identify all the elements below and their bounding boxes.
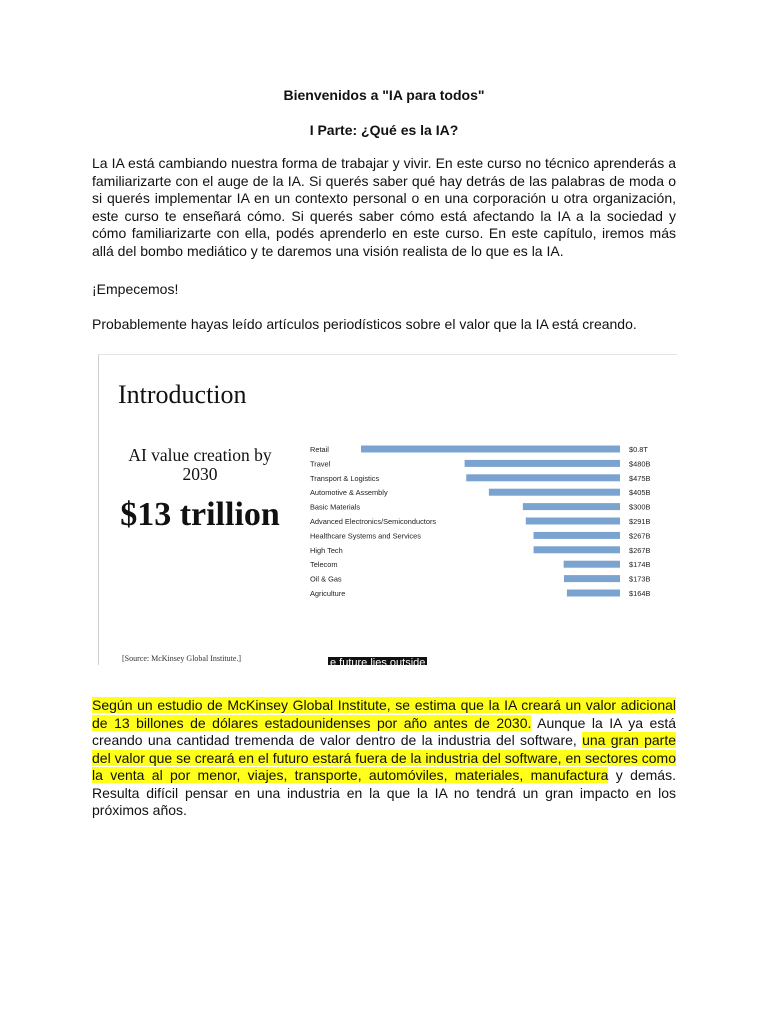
chart-value-label: $291B: [629, 517, 651, 526]
chart-bar: [567, 590, 620, 597]
chart-category-label: Advanced Electronics/Semiconductors: [310, 517, 437, 526]
highlight-mckinsey-estimate: Según un estudio de McKinsey Global Institute, se estima que la IA creará un valor adicional de 13 billones de dólares estadounidenses por año antes de 2030.: [92, 697, 676, 731]
chart-value-label: $267B: [629, 531, 651, 541]
chart-category-label: Basic Materials: [310, 502, 361, 512]
chart-value-label: $405B: [629, 488, 651, 498]
chart-value-label: $267B: [629, 545, 651, 555]
chart-bar: [534, 532, 620, 539]
slide-bottom-strip: e future lies outside: [330, 657, 426, 665]
page-title: Bienvenidos a "IA para todos": [283, 87, 485, 103]
paragraph-text: Aunque la IA ya está creando una cantidad tremenda de valor dentro de la industria del software,: [92, 714, 676, 748]
chart-value-label: $164B: [629, 589, 651, 598]
slide-heading: Introduction: [118, 380, 247, 409]
chart-bar: [361, 446, 620, 453]
chart-category-label: Retail: [310, 445, 329, 454]
chart-value-label: $480B: [629, 459, 651, 469]
chart-value-label: $300B: [629, 502, 651, 512]
chart-value-label: $475B: [629, 473, 651, 483]
intro-paragraph: La IA está cambiando nuestra forma de trabajar y vivir. En este curso no técnico aprenderás a familiarizarte con el auge de la IA. Si querés saber qué hay detrás de las palabras de moda o si querés implementar IA en un contexto personal o en una corporación u otra organización, este curso te enseñará cómo. Si querés saber cómo está afectando la IA a la sociedad y cómo familiarizarte con ella, podés aprenderlo en este curso. En este capítulo, iremos más allá del bombo mediático y te daremos una visión realista de lo que es la IA.: [92, 155, 676, 259]
lets-start-paragraph: ¡Empecemos!: [92, 281, 179, 297]
slide-big-value: $13 trillion: [120, 496, 280, 533]
slide-caption: AI value creation by 2030: [128, 445, 272, 484]
chart-category-label: High Tech: [310, 545, 343, 555]
chart-category-label: Healthcare Systems and Services: [310, 531, 421, 541]
chart-category-label: Travel: [310, 459, 331, 469]
chart-category-label: Telecom: [310, 560, 338, 570]
mckinsey-paragraph: [92, 697, 676, 820]
news-paragraph: Probablemente hayas leído artículos periodísticos sobre el valor que la IA está creando.: [92, 316, 637, 332]
chart-bar: [564, 561, 620, 568]
chart-value-label: $173B: [629, 574, 651, 584]
section-title: I Parte: ¿Qué es la IA?: [309, 122, 459, 138]
chart-bar: [465, 460, 620, 467]
slide-source: [Source: McKinsey Global Institute.]: [122, 654, 242, 663]
chart-value-label: $174B: [629, 560, 651, 570]
highlight-future-value: una gran parte del valor que se creará en el futuro estará fuera de la industria del software, en sectores como la venta al por menor, viajes, transporte, automóviles, materiales, manufactura: [92, 732, 676, 783]
chart-value-label: $0.8T: [629, 445, 648, 454]
industry-value-chart: [99, 355, 677, 665]
chart-bar: [466, 474, 620, 481]
chart-category-label: Agriculture: [310, 589, 346, 598]
chart-category-label: Automotive & Assembly: [310, 488, 388, 498]
chart-bar: [489, 489, 620, 496]
chart-bar: [534, 546, 620, 553]
chart-bar: [523, 503, 620, 510]
chart-bar: [526, 518, 620, 525]
paragraph-text-end: y demás. Resulta difícil pensar en una industria en la que la IA no tendrá un gran impacto en los próximos años.: [92, 767, 676, 818]
chart-category-label: Transport & Logistics: [310, 473, 380, 483]
chart-bar: [564, 575, 620, 582]
slide-image: [98, 354, 677, 665]
chart-category-label: Oil & Gas: [310, 574, 342, 584]
